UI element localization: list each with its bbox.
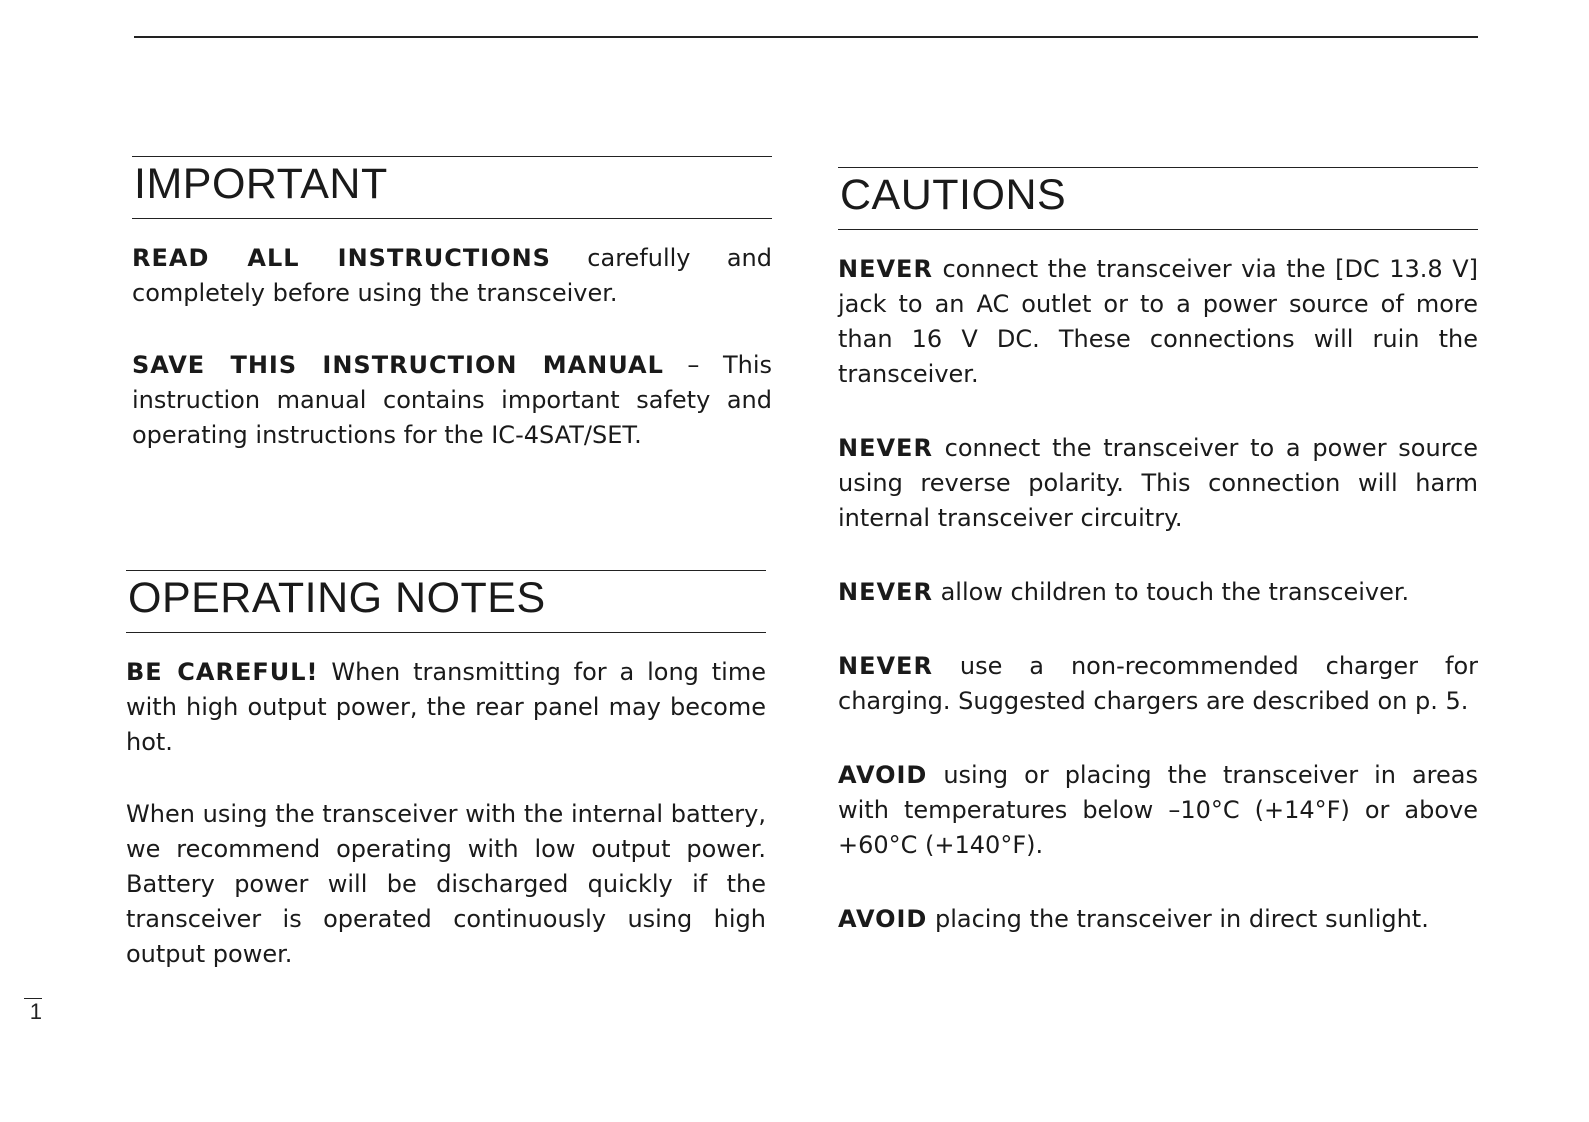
- paragraph-text: When using the transceiver with the internal battery, we recommend operating with low output power. Battery power will be discharged quickly if the transceiver is operated continuously using high output power.: [126, 800, 766, 968]
- caution-item: [838, 902, 1478, 937]
- important-section: [132, 156, 772, 490]
- paragraph-text: use a non-recommended charger for charging. Suggested chargers are described on p. 5.: [838, 652, 1478, 715]
- caution-item: [838, 431, 1478, 536]
- paragraph-lead: SAVE THIS INSTRUCTION MANUAL: [132, 351, 664, 379]
- paragraph-lead: READ ALL INSTRUCTIONS: [132, 244, 551, 272]
- page-number: 1: [24, 998, 42, 1025]
- top-rule: [134, 36, 1478, 38]
- paragraph-lead: AVOID: [838, 761, 928, 789]
- operating-notes-section: [126, 570, 766, 1009]
- paragraph-lead: BE CAREFUL!: [126, 658, 319, 686]
- important-paragraph: [132, 241, 772, 311]
- important-paragraph: [132, 348, 772, 453]
- paragraph-text: using or placing the transceiver in areas with temperatures below –10°C (+14°F) or above +60°C (+140°F).: [838, 761, 1478, 859]
- caution-item: [838, 649, 1478, 719]
- paragraph-text: – This instruction manual contains important safety and operating instructions for the IC-4SAT/SET.: [132, 351, 772, 449]
- important-heading: IMPORTANT: [132, 156, 772, 219]
- caution-item: [838, 252, 1478, 392]
- paragraph-lead: AVOID: [838, 905, 928, 933]
- paragraph-lead: NEVER: [838, 434, 933, 462]
- paragraph-text: carefully and completely before using the transceiver.: [132, 244, 772, 307]
- caution-item: [838, 758, 1478, 863]
- paragraph-text: connect the transceiver to a power source using reverse polarity. This connection will harm internal transceiver circuitry.: [838, 434, 1478, 532]
- cautions-heading: CAUTIONS: [838, 167, 1478, 230]
- paragraph-text: allow children to touch the transceiver.: [932, 578, 1410, 606]
- paragraph-text: placing the transceiver in direct sunlight.: [927, 905, 1429, 933]
- notes-paragraph: [126, 797, 766, 972]
- paragraph-lead: NEVER: [838, 578, 933, 606]
- notes-paragraph: [126, 655, 766, 760]
- paragraph-lead: NEVER: [838, 652, 933, 680]
- paragraph-text: connect the transceiver via the [DC 13.8 V] jack to an AC outlet or to a power source of more than 16 V DC. These connections will ruin the transceiver.: [838, 255, 1478, 388]
- paragraph-text: When transmitting for a long time with high output power, the rear panel may become hot.: [126, 658, 766, 756]
- caution-item: [838, 575, 1478, 610]
- cautions-section: [838, 167, 1478, 976]
- paragraph-lead: NEVER: [838, 255, 933, 283]
- operating-notes-heading: OPERATING NOTES: [126, 570, 766, 633]
